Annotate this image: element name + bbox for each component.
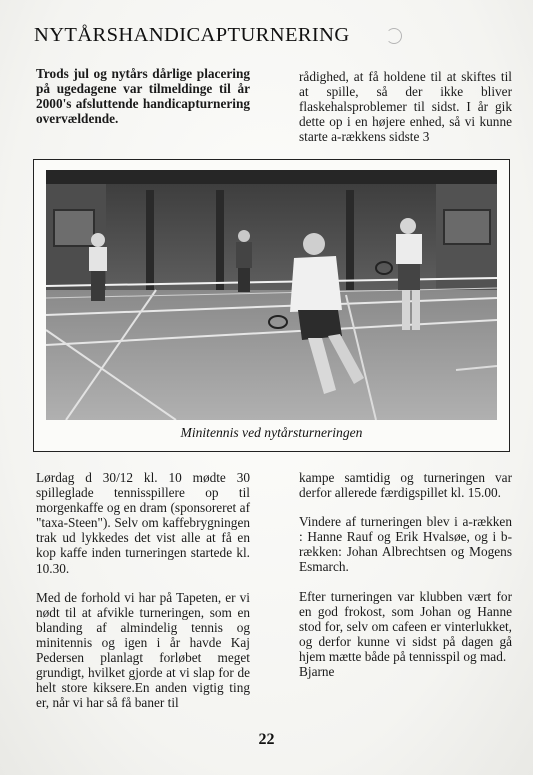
paragraph: Vindere af turneringen blev i a-rækken : Hanne Rauf og Erik Hvalsøe, og i b-rækken: Johan Albrechtsen og Mogens Esmarch. — [299, 514, 512, 575]
author-signature: Bjarne — [299, 664, 335, 680]
tennis-hall-illustration — [46, 170, 497, 420]
paragraph: Med de forhold vi har på Tapeten, er vi nødt til at afvikle turneringen, som en blanding af almindelig tennis og minitennis og igen i år havde Kaj Pedersen planlagt forløbet meget grundigt, hvilket gjorde at vi slap for de helt store kiksere.En anden vigtig ting er, når vi har så få baner til — [36, 589, 250, 711]
print-mark-icon — [386, 28, 402, 44]
body-column-right — [299, 470, 512, 693]
paragraph: Efter turneringen var klubben vært for en god frokost, som Johan og Hanne stod for, selv om cafeen er vinterlukket, og derfor kunne vi sidst på dagen gå hjem mætte både på tennisspil og mad. — [299, 588, 512, 664]
show-through-text — [519, 38, 525, 61]
photo-caption: Minitennis ved nytårsturneringen — [180, 425, 363, 440]
tennis-photo — [46, 170, 497, 420]
body-column-left — [36, 470, 250, 724]
intro-text-right: rådighed, at få holdene til at skiftes til at spille, så der ikke bliver flaskehalsproblemer til sidst. I år gik dette op i en højere enhed, så vi kunne starte a-rækkens sidste 3 — [299, 69, 512, 145]
page-number: 22 — [258, 731, 275, 748]
intro-text-left: Trods jul og nytårs dårlige placering på ugedagene var tilmeldinge til år 2000's afsluttende handicapturnering overvældende. — [36, 66, 250, 127]
paragraph: Lørdag d 30/12 kl. 10 mødte 30 spilleglade tennisspillere op til morgenkaffe og en dram (sponsoreret af "taxa-Steen"). Selv om kaffebrygningen trak ud lykkedes det vist alle at få en kop kaffe inden turneringen startede kl. 10.30. — [36, 470, 250, 576]
photo-box — [33, 159, 510, 452]
paragraph: kampe samtidig og turneringen var derfor allerede færdigspillet kl. 15.00. — [299, 470, 512, 501]
article-heading: NYTÅRSHANDICAPTURNERING — [34, 24, 350, 46]
